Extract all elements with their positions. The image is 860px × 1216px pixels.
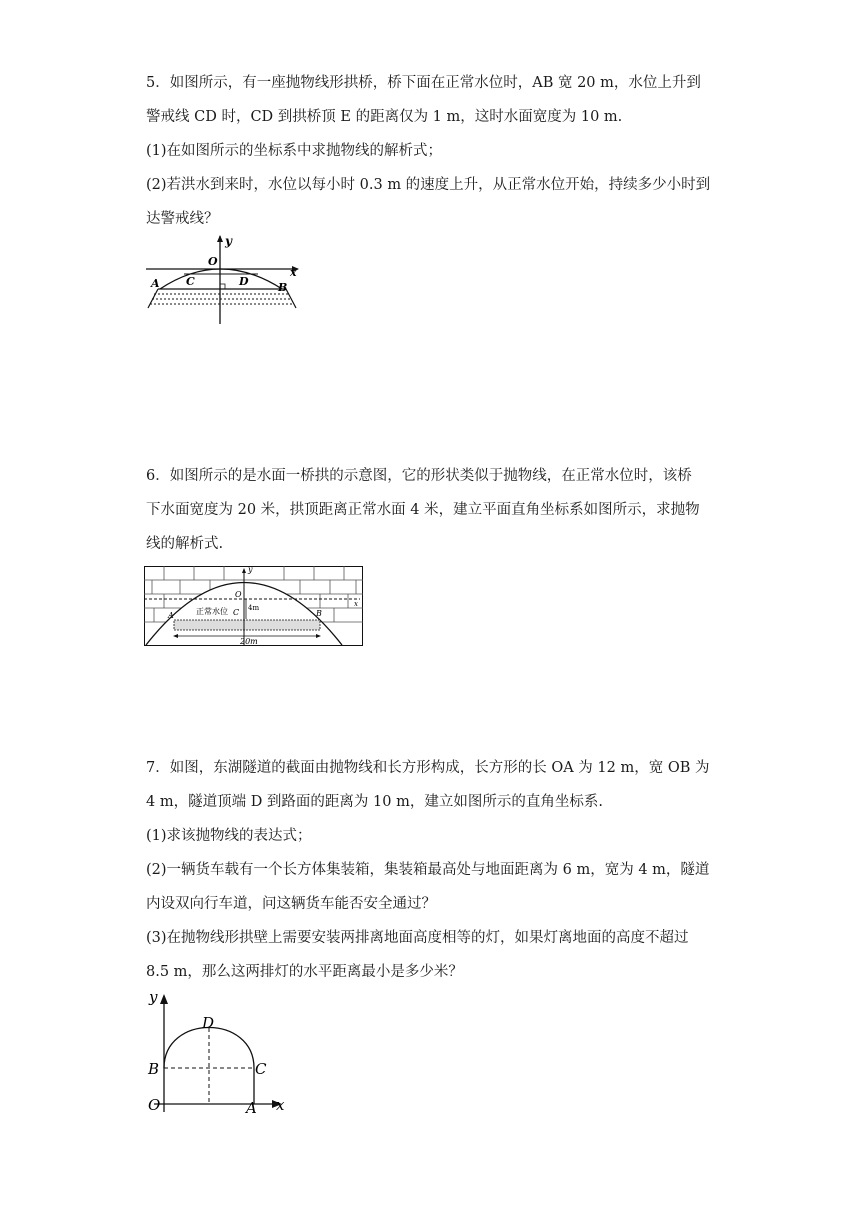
- q7-line-6: (3)在抛物线形拱壁上需要安装两排离地面高度相等的灯，如果灯离地面的高度不超过: [146, 930, 689, 946]
- q7-label-y: y: [149, 988, 158, 1006]
- q6-label-4m: 4m: [248, 604, 260, 612]
- q5-line-2: 警戒线 CD 时，CD 到拱桥顶 E 的距离仅为 1 m，这时水面宽度为 10 m.: [146, 109, 623, 125]
- q7-label-o: O: [148, 1096, 161, 1114]
- q6-label-a: A: [168, 611, 174, 620]
- q6-label-o: O: [235, 590, 242, 599]
- q7-label-b: B: [148, 1060, 160, 1078]
- q6-label-b: B: [316, 609, 322, 618]
- q5-label-d: D: [239, 275, 249, 288]
- q6-label-20m: 20m: [240, 637, 258, 646]
- q5-line-4: (2)若洪水到来时，水位以每小时 0.3 m 的速度上升，从正常水位开始，持续多少小时到: [146, 177, 711, 193]
- q5-label-b: B: [278, 281, 288, 294]
- q7-label-d: D: [202, 1014, 215, 1032]
- q5-label-x: x: [290, 266, 297, 279]
- q5-line-1: 5．如图所示，有一座抛物线形拱桥，桥下面在正常水位时，AB 宽 20 m，水位上升到: [146, 75, 701, 91]
- q5-figure: [140, 232, 310, 326]
- q5-line-5: 达警戒线？: [146, 211, 219, 227]
- q7-line-4: (2)一辆货车载有一个长方体集装箱，集装箱最高处与地面距离为 6 m，宽为 4 m，隧道: [146, 862, 710, 878]
- q7-line-5: 内设双向行车道，问这辆货车能否安全通过？: [146, 896, 436, 912]
- q5-label-c: C: [186, 275, 195, 288]
- q5-label-a: A: [151, 277, 160, 290]
- q6-figure: [144, 566, 364, 646]
- q7-figure: [144, 986, 294, 1116]
- q6-label-x: x: [354, 600, 358, 608]
- q6-line-2: 下水面宽度为 20 米，拱顶距离正常水面 4 米，建立平面直角坐标系如图所示，求抛物: [146, 502, 700, 518]
- q7-label-x: x: [276, 1096, 285, 1114]
- q7-line-1: 7．如图，东湖隧道的截面由抛物线和长方形构成，长方形的长 OA 为 12 m，宽 OB 为: [146, 760, 710, 776]
- q5-label-y: y: [225, 234, 232, 248]
- q6-line-3: 线的解析式.: [146, 536, 224, 552]
- q6-line-1: 6．如图所示的是水面一桥拱的示意图，它的形状类似于抛物线，在正常水位时，该桥: [146, 468, 692, 484]
- q7-label-a: A: [246, 1099, 257, 1116]
- q5-label-o: O: [208, 255, 218, 268]
- q7-line-2: 4 m，隧道顶端 D 到路面的距离为 10 m，建立如图所示的直角坐标系.: [146, 794, 603, 810]
- q6-label-water: 正常水位: [196, 607, 228, 616]
- q6-label-y: y: [248, 566, 253, 574]
- q7-line-7: 8.5 m，那么这两排灯的水平距离最小是多少米？: [146, 964, 463, 980]
- q5-line-3: (1)在如图所示的坐标系中求抛物线的解析式；: [146, 143, 443, 159]
- q7-label-c: C: [255, 1060, 267, 1078]
- q7-line-3: (1)求该抛物线的表达式；: [146, 828, 312, 844]
- q6-label-c: C: [233, 608, 240, 617]
